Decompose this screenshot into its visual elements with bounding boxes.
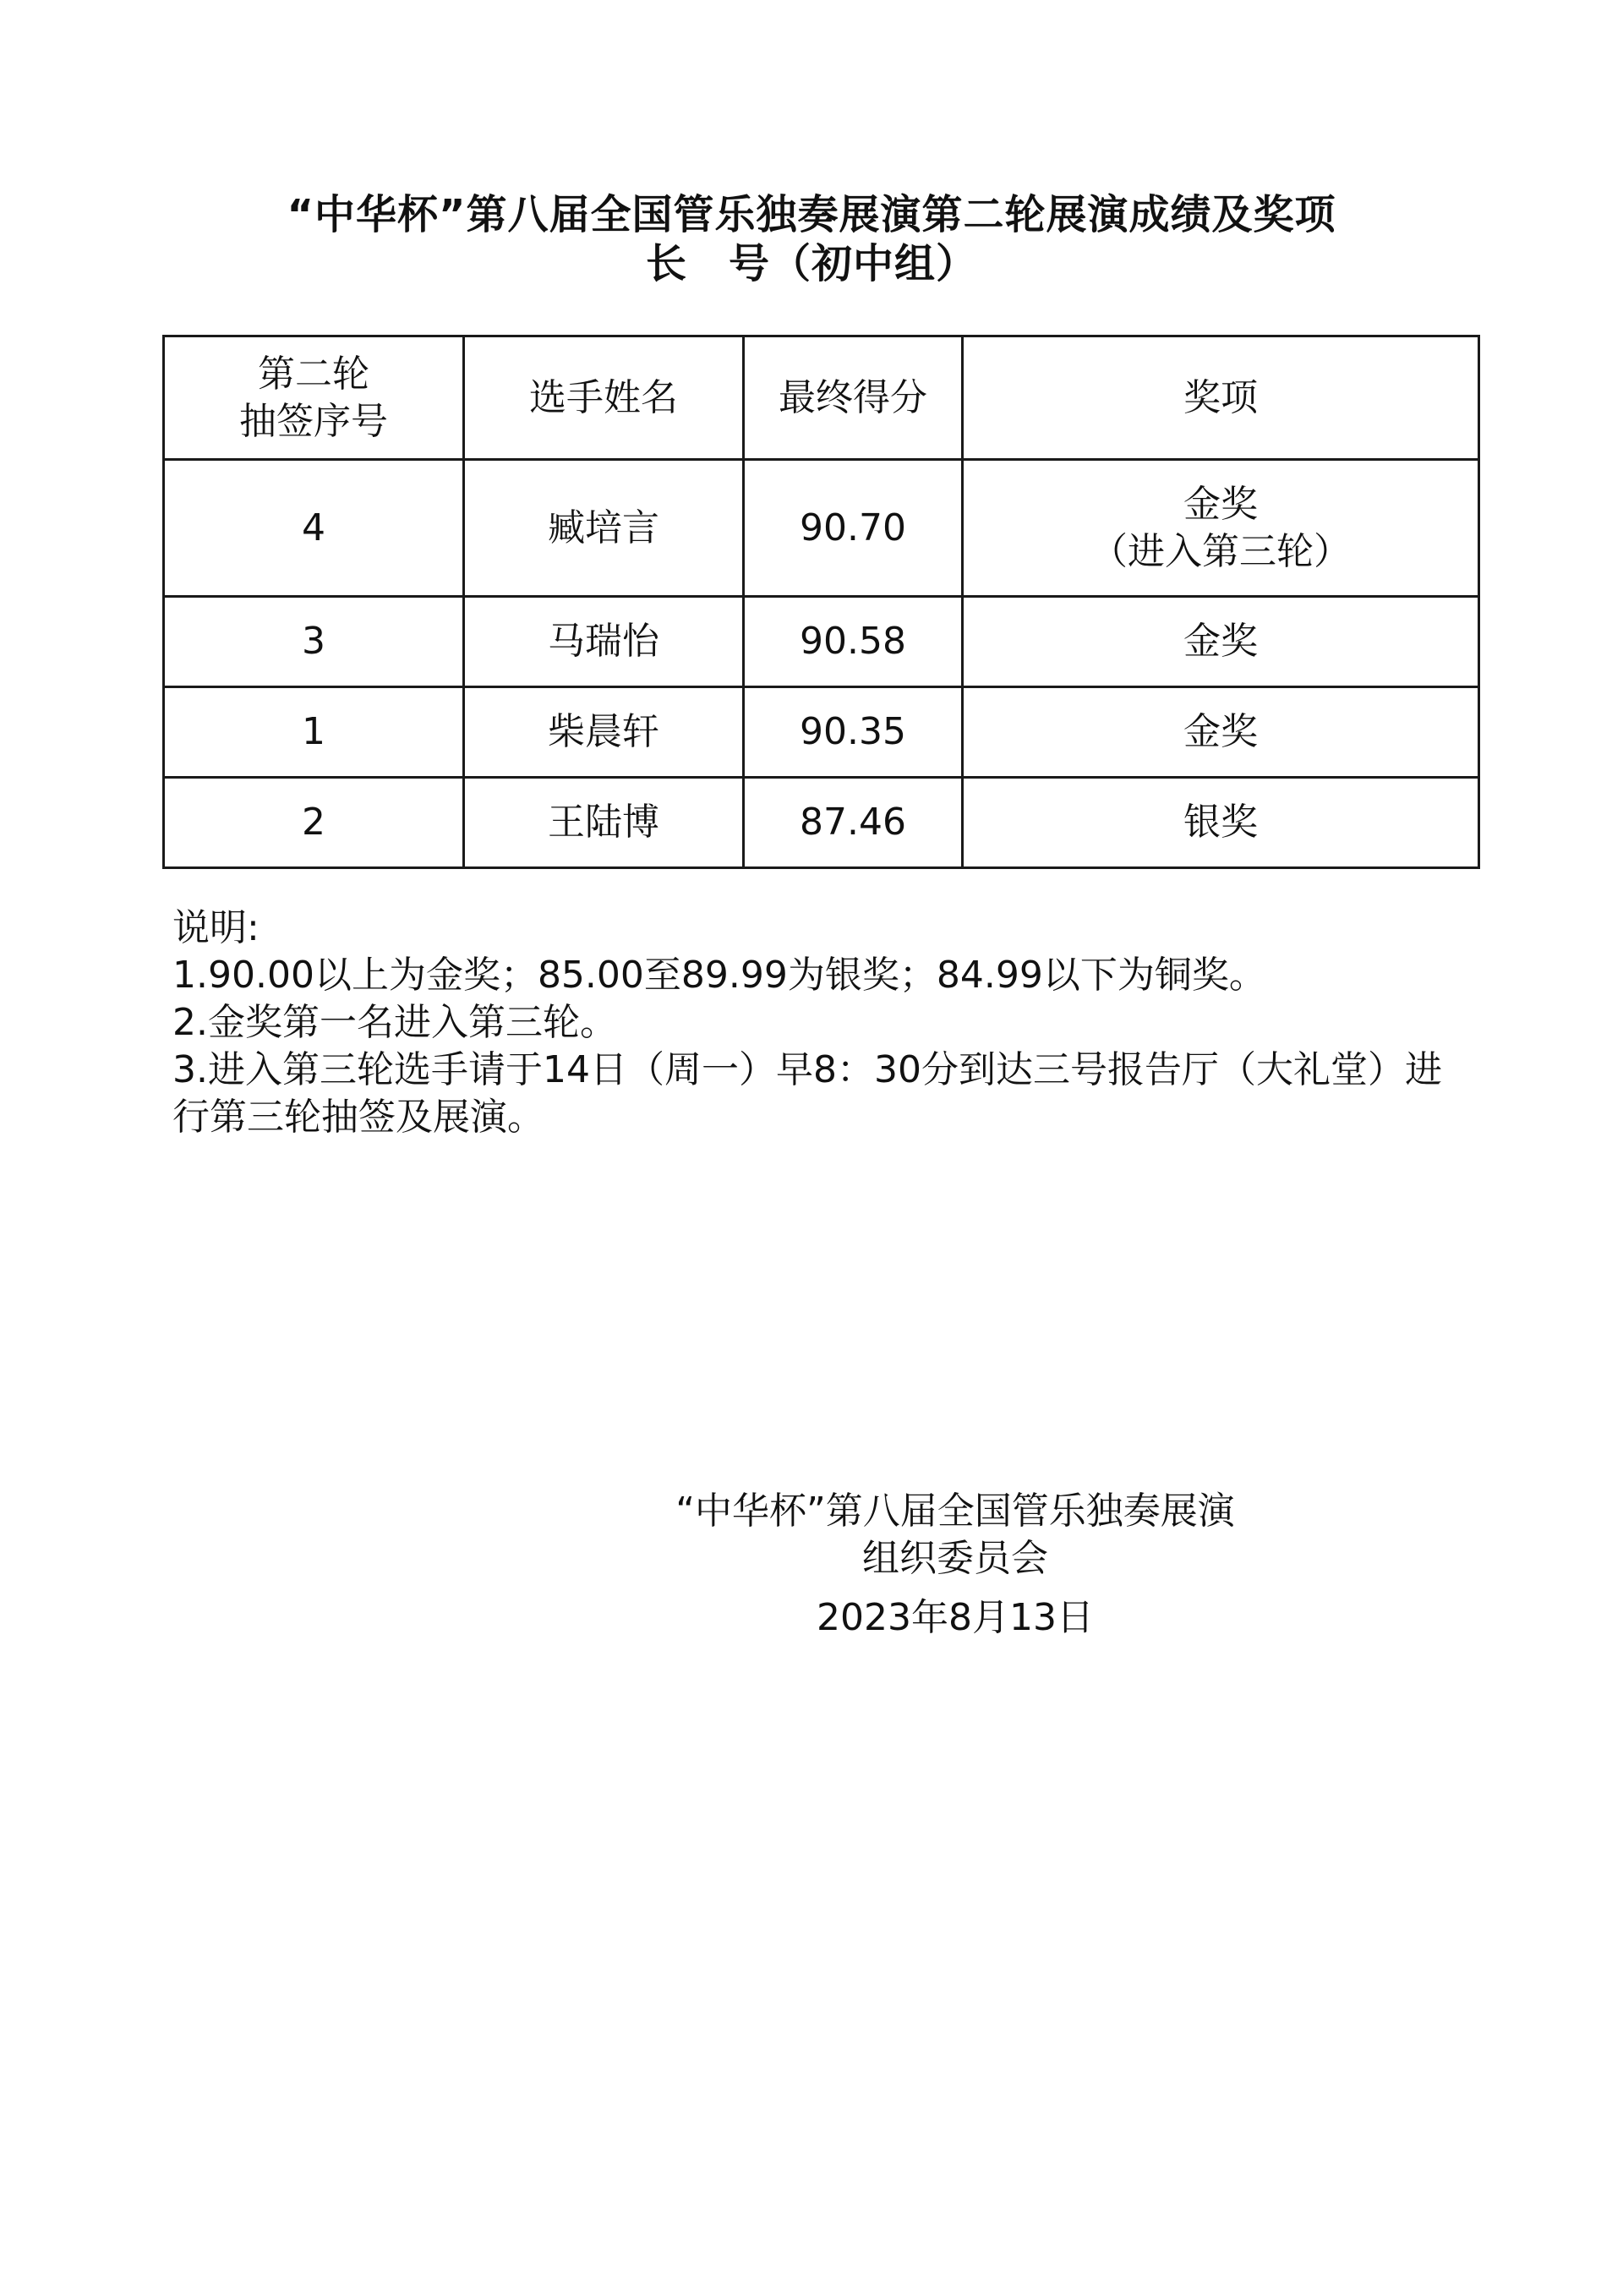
header-draw-order-line2: 抽签序号 xyxy=(239,399,388,443)
cell-draw-order: 4 xyxy=(164,460,464,597)
cell-contestant-name: 王陆博 xyxy=(464,778,744,868)
award-note: （进入第三轮） xyxy=(1090,529,1351,573)
table-row xyxy=(164,687,1479,778)
cell-final-score: 87.46 xyxy=(744,778,963,868)
results-table xyxy=(162,335,1480,869)
signature-date: 2023年8月13日 xyxy=(817,1596,1094,1639)
cell-award xyxy=(963,460,1479,597)
cell-final-score: 90.70 xyxy=(744,460,963,597)
cell-award: 银奖 xyxy=(963,778,1479,868)
cell-award: 金奖 xyxy=(963,687,1479,778)
page-title: “中华杯”第八届全国管乐独奏展演第二轮展演成绩及奖项 xyxy=(287,191,1336,238)
table-row xyxy=(164,597,1479,687)
header-final-score: 最终得分 xyxy=(744,336,963,460)
cell-contestant-name: 马瑞怡 xyxy=(464,597,744,687)
notes-item: 1.90.00以上为金奖；85.00至89.99为银奖；84.99以下为铜奖。 xyxy=(172,954,1266,997)
header-contestant-name: 选手姓名 xyxy=(464,336,744,460)
cell-award: 金奖 xyxy=(963,597,1479,687)
cell-final-score: 90.58 xyxy=(744,597,963,687)
notes-section xyxy=(172,905,1474,1141)
signature-committee: 组织委员会 xyxy=(862,1537,1048,1580)
cell-draw-order: 1 xyxy=(164,687,464,778)
header-draw-order xyxy=(164,336,464,460)
cell-final-score: 90.35 xyxy=(744,687,963,778)
notes-heading: 说明: xyxy=(172,906,260,949)
cell-draw-order: 3 xyxy=(164,597,464,687)
award-label: 金奖 xyxy=(1183,482,1258,526)
header-award: 奖项 xyxy=(963,336,1479,460)
signature-organization: “中华杯”第八届全国管乐独奏展演 xyxy=(675,1490,1235,1533)
table-header-row xyxy=(164,336,1479,460)
table-row xyxy=(164,460,1479,597)
notes-item: 2.金奖第一名进入第三轮。 xyxy=(172,1001,617,1044)
header-draw-order-line1: 第二轮 xyxy=(258,352,369,396)
cell-contestant-name: 臧培言 xyxy=(464,460,744,597)
cell-contestant-name: 柴晨轩 xyxy=(464,687,744,778)
page-subtitle: 长 号（初中组） xyxy=(645,240,977,287)
notes-item: 3.进入第三轮选手请于14日（周一）早8：30分到达三号报告厅（大礼堂）进行第三轮抽签及展演。 xyxy=(172,1048,1442,1139)
cell-draw-order: 2 xyxy=(164,778,464,868)
table-row xyxy=(164,778,1479,868)
